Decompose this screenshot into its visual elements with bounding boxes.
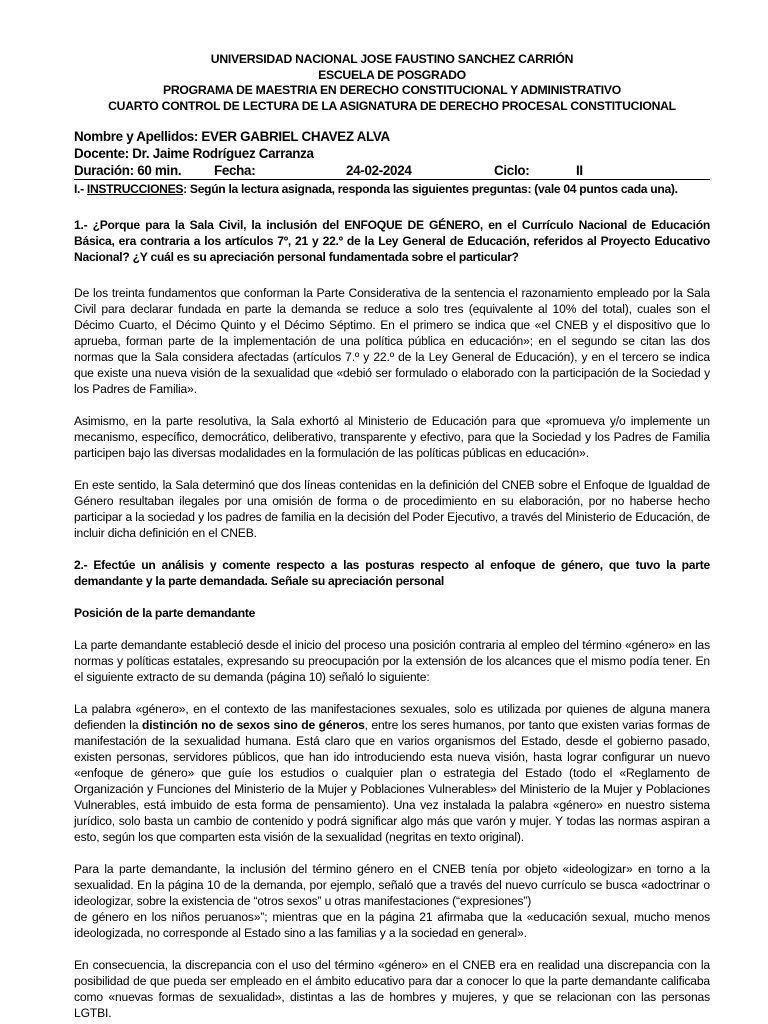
- student-name: Nombre y Apellidos: EVER GABRIEL CHAVEZ ALVA: [74, 129, 390, 145]
- program-name: PROGRAMA DE MAESTRIA EN DERECHO CONSTITUCIONAL Y ADMINISTRATIVO: [162, 83, 621, 98]
- control-title: CUARTO CONTROL DE LECTURA DE LA ASIGNATURA DE DERECHO PROCESAL CONSTITUCIONAL: [108, 98, 676, 113]
- document-page: [74, 52, 710, 1021]
- instructions-prefix: I.-: [74, 182, 87, 197]
- answer-2-paragraph-3: [74, 861, 710, 941]
- quote-end: , entre los seres humanos, por tanto que existen varias formas de manifestación de la sexualidad humana. Está claro que en varios organismos del Estado, desde el gobierno pasado, existen personas, servidores públicos, que han ido introduciendo esta nueva visión, hasta lograr configurar un nuevo «enfoque de género» que guíe los estudios o cualquier plan o estrategia del Estado (todo el «Reglamento de Organización y Funciones del Ministerio de la Mujer y Poblaciones Vulnerables» del Ministerio de la Mujer y Poblaciones Vulnerables, está imbuido de esta forma de pensamiento). Una vez instalada la palabra «género» en nuestro sistema jurídico, solo basta un cambio de contenido y podrá significar algo más que varón y mujer. Y todas las normas aspiran a esto, según los que comparten esta visión de la sexualidad (negritas en texto original).: [74, 718, 711, 845]
- school-name: ESCUELA DE POSGRADO: [318, 67, 466, 82]
- paragraph-3-part-2: de género en los niños peruanos»”; mientras que en la página 21 afirmaba que la «educación sexual, mucho menos ideologizada, no corresponde al Estado sino a las familias y a la sociedad en general».: [74, 910, 710, 941]
- demand-quote: [74, 701, 710, 845]
- exam-details-row: [74, 162, 710, 179]
- document-header: [74, 52, 710, 114]
- date-label: Fecha:: [214, 163, 256, 179]
- teacher-name: Docente: Dr. Jaime Rodríguez Carranza: [74, 146, 314, 162]
- answer-1-paragraph-3: En este sentido, la Sala determinó que dos líneas contenidas en la definición del CNEB sobre el Enfoque de Igualdad de Género resultaban ilegales por una omisión de forma o de procedimiento en su elaboración, por no haberse hecho participar a la sociedad y los padres de familia en la decisión del Poder Ejecutivo, a través del Ministerio de Educación, de incluir dicha definición en el CNEB.: [74, 478, 710, 541]
- answer-1-paragraph-1: De los treinta fundamentos que conforman la Parte Considerativa de la sentencia el razonamiento empleado por la Sala Civil para declarar fundada en parte la demanda se reduce a solo tres (equivalente al 10% del total), cuales son el Décimo Cuarto, el Décimo Quinto y el Décimo Séptimo. En el primero se indica que «el CNEB y el dispositivo que lo aprueba, forman parte de la implementación de una política pública en educación»; en el segundo se citan las dos normas que la Sala considera afectadas (artículos 7.º y 22.º de la Ley General de Educación), y en el tercero se indica que existe una nueva visión de la sexualidad que «debió ser formulado o elaborado con la participación de la Sociedad y los Padres de Familia».: [74, 286, 710, 397]
- question-1: 1.- ¿Porque para la Sala Civil, la inclusión del ENFOQUE DE GÉNERO, en el Currículo Nacional de Educación Básica, era contraria a los artículos 7º, 21 y 22.º de la Ley General de Educación, referidos al Proyecto Educativo Nacional? ¿Y cuál es su apreciación personal fundamentada sobre el particular?: [74, 218, 710, 265]
- cycle-label: Ciclo:: [494, 163, 530, 179]
- duration: Duración: 60 min.: [74, 163, 182, 179]
- quote-start: La palabra «género», en el contexto de las manifestaciones sexuales, solo es utilizada por quienes de alguna manera defienden la: [74, 702, 710, 733]
- answer-2-paragraph-1: La parte demandante estableció desde el inicio del proceso una posición contraria al empleo del término «género» en las normas y políticas estatales, expresando su preocupación por la extensión de los alcances que el mismo podía tener. En el siguiente extracto de su demanda (página 10) señaló lo siguiente:: [74, 638, 710, 685]
- university-name: UNIVERSIDAD NACIONAL JOSE FAUSTINO SANCHEZ CARRIÓN: [210, 52, 574, 66]
- answer-2-paragraph-4: En consecuencia, la discrepancia con el uso del término «género» en el CNEB era en realidad una discrepancia con la posibilidad de que pueda ser empleado en el ámbito educativo para dar a conocer lo que la parte demandante calificaba como «nuevas formas de sexualidad», distintas a las de hombres y mujeres, y que se relacionan con las personas LGTBI.: [74, 958, 710, 1021]
- cycle-value: II: [576, 163, 583, 179]
- section-subtitle: Posición de la parte demandante: [74, 606, 256, 621]
- quote-bold: distinción no de sexos sino de géneros: [141, 718, 365, 733]
- instructions-text: : Según la lectura asignada, responda las siguientes preguntas: (vale 04 puntos cada una).: [183, 182, 678, 197]
- instructions: [74, 181, 710, 197]
- question-2: 2.- Efectúe un análisis y comente respecto a las posturas respecto al enfoque de género, que tuvo la parte demandante y la parte demandada. Señale su apreciación personal: [74, 558, 710, 589]
- answer-1-paragraph-2: Asimismo, en la parte resolutiva, la Sala exhortó al Ministerio de Educación para que «promueva y/o implemente un mecanismo, específico, democrático, deliberativo, transparente y efectivo, para que la Sociedad y los Padres de Familia participen bajo las diversas modalidades en la formulación de las políticas públicas en educación».: [74, 414, 710, 461]
- student-info: [74, 128, 710, 179]
- header-divider: [74, 179, 710, 180]
- instructions-label: INSTRUCCIONES: [86, 182, 184, 197]
- paragraph-3-part-1: Para la parte demandante, la inclusión del término género en el CNEB tenía por objeto «ideologizar» en torno a la sexualidad. En la página 10 de la demanda, por ejemplo, señaló que a través del nuevo currículo se busca «adoctrinar o ideologizar, sobre la existencia de “otros sexos” u otras manifestaciones (“expresiones”): [74, 862, 710, 909]
- date-value: 24-02-2024: [346, 163, 412, 179]
